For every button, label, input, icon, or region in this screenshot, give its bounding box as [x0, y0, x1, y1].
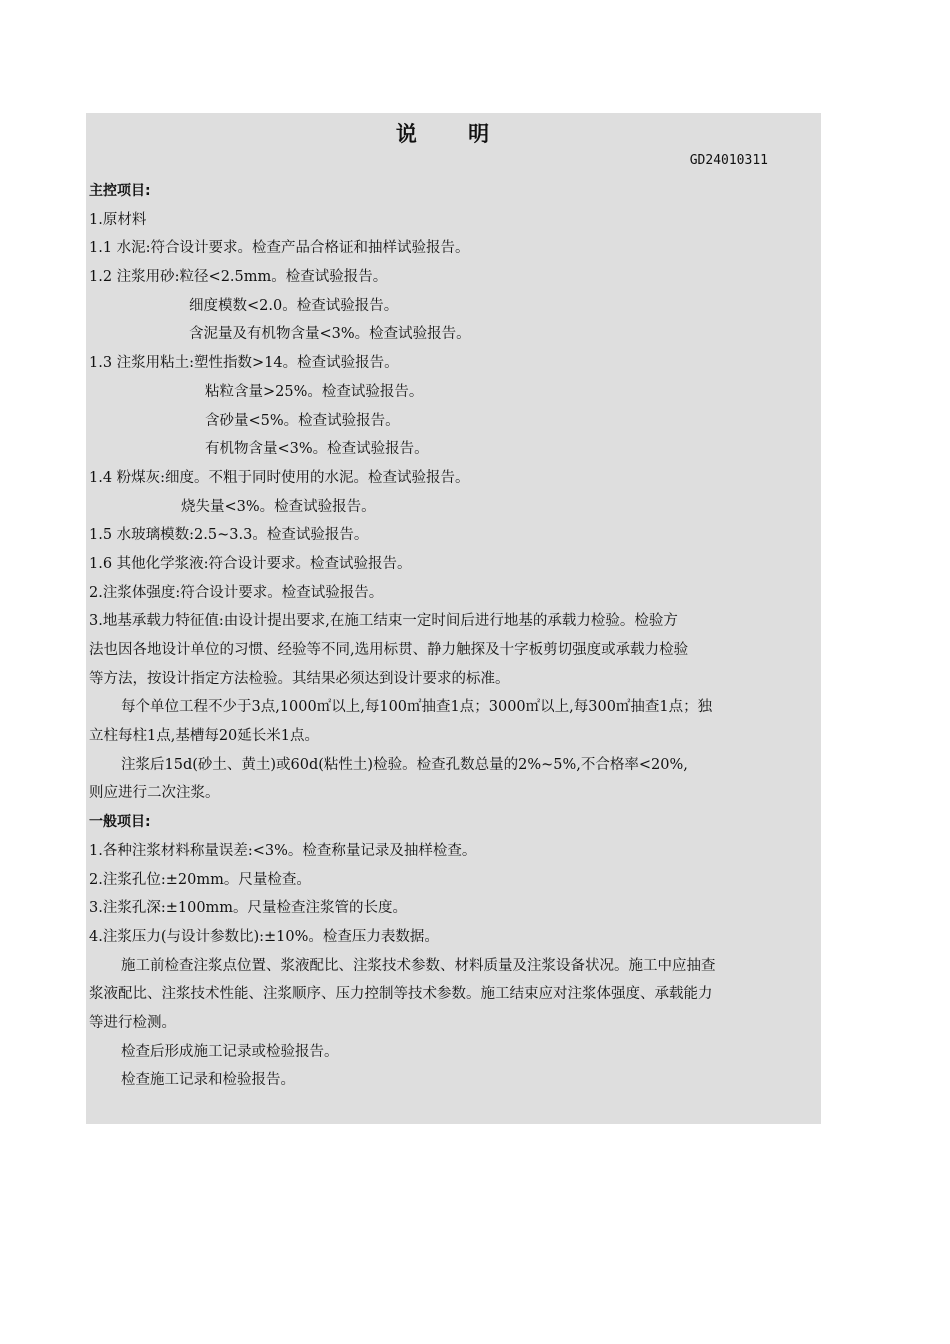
text-line: 粘粒含量>25%。检查试验报告。 — [205, 383, 424, 400]
document-body — [89, 177, 814, 1095]
text-line: 每个单位工程不少于3点,1000㎡以上,每100㎡抽查1点；3000㎡以上,每300㎡抽查1点；独 — [121, 699, 713, 716]
text-line: 细度模数<2.0。检查试验报告。 — [189, 297, 399, 314]
text-line: 1.6 其他化学浆液:符合设计要求。检查试验报告。 — [89, 555, 412, 572]
text-line: 1.1 水泥:符合设计要求。检查产品合格证和抽样试验报告。 — [89, 240, 470, 257]
text-line: 3.注浆孔深:±100mm。尺量检查注浆管的长度。 — [89, 900, 408, 917]
text-line: 检查施工记录和检验报告。 — [121, 1072, 295, 1089]
text-line: 2.注浆孔位:±20mm。尺量检查。 — [89, 871, 311, 888]
text-line: 3.地基承载力特征值:由设计提出要求,在施工结束一定时间后进行地基的承载力检验。检验方 — [89, 613, 678, 630]
text-line: 含砂量<5%。检查试验报告。 — [205, 412, 400, 429]
text-line: 2.注浆体强度:符合设计要求。检查试验报告。 — [89, 584, 384, 601]
text-line: 1.原材料 — [89, 211, 147, 228]
section-heading: 主控项目: — [89, 183, 151, 199]
text-line: 注浆后15d(砂土、黄土)或60d(粘性土)检验。检查孔数总量的2%~5%,不合格率<20%, — [121, 756, 688, 773]
text-line: 1.各种注浆材料称量误差:<3%。检查称量记录及抽样检查。 — [89, 842, 477, 859]
text-line: 等方法，按设计指定方法检验。其结果必须达到设计要求的标准。 — [89, 670, 510, 687]
text-line: 含泥量及有机物含量<3%。检查试验报告。 — [189, 326, 471, 343]
text-line: 4.注浆压力(与设计参数比):±10%。检查压力表数据。 — [89, 928, 439, 945]
text-line: 法也因各地设计单位的习惯、经验等不同,选用标贯、静力触探及十字板剪切强度或承载力检验 — [89, 642, 689, 658]
text-line: 烧失量<3%。检查试验报告。 — [181, 498, 376, 515]
text-line: 则应进行二次注浆。 — [89, 785, 220, 802]
text-line: 1.3 注浆用粘土:塑性指数>14。检查试验报告。 — [89, 355, 399, 372]
text-line: 1.4 粉煤灰:细度。不粗于同时使用的水泥。检查试验报告。 — [89, 469, 470, 486]
text-line: 1.5 水玻璃模数:2.5~3.3。检查试验报告。 — [89, 527, 369, 544]
document-panel — [86, 113, 821, 1124]
document-code: GD24010311 — [689, 153, 768, 168]
text-line: 等进行检测。 — [89, 1014, 176, 1031]
text-line: 施工前检查注浆点位置、浆液配比、注浆技术参数、材料质量及注浆设备状况。施工中应抽查 — [121, 957, 716, 974]
text-line: 有机物含量<3%。检查试验报告。 — [205, 441, 429, 458]
text-line: 立柱每柱1点,基槽每20延长米1点。 — [89, 728, 320, 745]
text-line: 浆液配比、注浆技术性能、注浆顺序、压力控制等技术参数。施工结束应对注浆体强度、承载能力 — [89, 986, 713, 1003]
section-heading: 一般项目: — [89, 814, 151, 831]
text-line: 检查后形成施工记录或检验报告。 — [121, 1043, 339, 1060]
text-line: 1.2 注浆用砂:粒径<2.5mm。检查试验报告。 — [89, 269, 388, 286]
document-title: 说 明 — [395, 122, 512, 146]
